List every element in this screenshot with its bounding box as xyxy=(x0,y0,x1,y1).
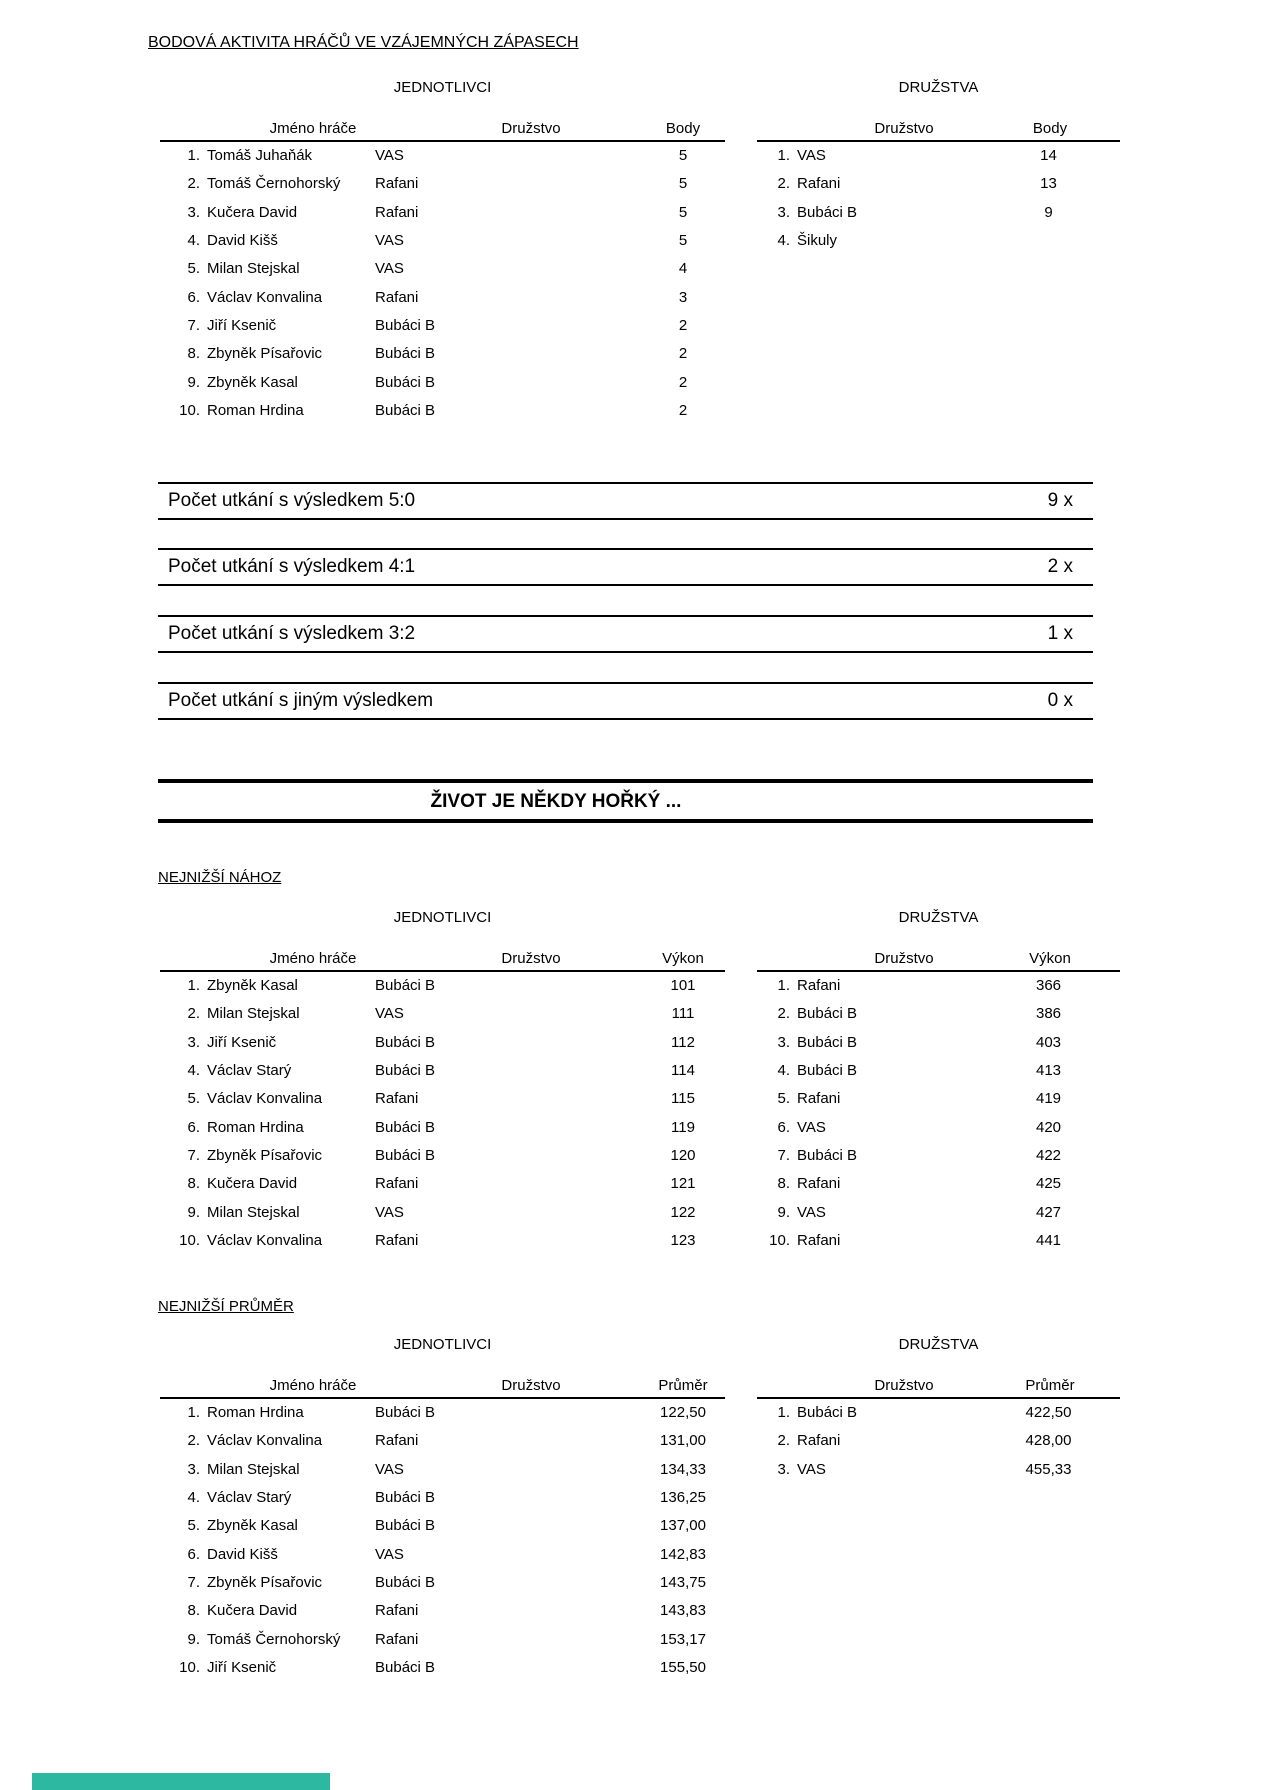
lowest-average-individuals-table xyxy=(160,1335,725,1682)
table-row xyxy=(757,972,1120,1000)
result-box-other xyxy=(158,682,1093,720)
value-cell: 366 xyxy=(1035,977,1062,994)
value-cell: 114 xyxy=(671,1061,695,1079)
column-header-performance: Výkon xyxy=(1029,950,1071,967)
player-cell: Zbyněk Písařovic xyxy=(207,345,323,363)
player-cell: Václav Konvalina xyxy=(207,1090,323,1108)
column-header-team: Družstvo xyxy=(501,1377,561,1394)
team-cell: Rafani xyxy=(797,1231,841,1249)
table-row xyxy=(757,1170,1120,1198)
team-cell: VAS xyxy=(375,1460,404,1478)
table-row xyxy=(160,1427,725,1455)
team-cell: Rafani xyxy=(797,175,841,193)
table-caption-teams: DRUŽSTVA xyxy=(898,909,979,926)
team-cell: Rafani xyxy=(797,1432,841,1450)
table-caption-individuals: JEDNOTLIVCI xyxy=(393,909,492,926)
value-cell: 136,25 xyxy=(660,1488,706,1506)
value-cell: 422,50 xyxy=(1025,1404,1072,1421)
rank-cell: 8. xyxy=(187,1175,200,1193)
table-row xyxy=(160,1399,725,1427)
column-header-average: Průměr xyxy=(658,1377,708,1394)
rank-cell: 1. xyxy=(187,1404,200,1421)
team-cell: Bubáci B xyxy=(375,1488,436,1506)
player-cell: Kučera David xyxy=(207,1175,298,1193)
table-row xyxy=(160,255,725,283)
table-row xyxy=(160,369,725,397)
team-cell: Bubáci B xyxy=(797,1404,858,1421)
table-row xyxy=(757,1142,1120,1170)
rank-cell: 2. xyxy=(777,1005,790,1023)
team-cell: Rafani xyxy=(375,1090,419,1108)
table-row xyxy=(160,227,725,255)
table-row xyxy=(160,1170,725,1198)
value-cell: 428,00 xyxy=(1025,1432,1072,1450)
value-cell: 2 xyxy=(678,401,688,419)
rank-cell: 10. xyxy=(179,401,200,419)
table-row xyxy=(160,1456,725,1484)
team-cell: Bubáci B xyxy=(375,316,436,334)
value-cell: 2 xyxy=(678,316,688,334)
table-row xyxy=(757,1399,1120,1427)
table-row xyxy=(160,1597,725,1625)
player-cell: Václav Starý xyxy=(207,1488,292,1506)
rank-cell: 10. xyxy=(179,1231,200,1249)
rank-cell: 10. xyxy=(769,1231,790,1249)
table-row xyxy=(160,199,725,227)
table-caption-individuals: JEDNOTLIVCI xyxy=(393,79,492,96)
team-cell: Rafani xyxy=(375,1630,419,1648)
player-cell: Milan Stejskal xyxy=(207,1460,300,1478)
team-cell: Bubáci B xyxy=(375,1404,436,1421)
table-row xyxy=(160,1512,725,1540)
table-header xyxy=(160,98,725,142)
rank-cell: 5. xyxy=(777,1090,790,1108)
rank-cell: 2. xyxy=(777,1432,790,1450)
points-individuals-table xyxy=(160,78,725,425)
rank-cell: 3. xyxy=(187,1033,200,1051)
team-cell: Rafani xyxy=(375,203,419,221)
table-row xyxy=(160,1654,725,1682)
player-cell: Tomáš Černohorský xyxy=(207,175,341,193)
rank-cell: 2. xyxy=(187,1005,200,1023)
table-row xyxy=(757,227,1120,255)
result-box-5-0 xyxy=(158,482,1093,520)
table-row xyxy=(757,1227,1120,1255)
table-row xyxy=(160,1057,725,1085)
player-cell: Milan Stejskal xyxy=(207,1203,300,1221)
value-cell: 119 xyxy=(671,1118,695,1136)
separator-line-top xyxy=(158,779,1093,783)
page-title: BODOVÁ AKTIVITA HRÁČŮ VE VZÁJEMNÝCH ZÁPASECH xyxy=(148,34,579,51)
result-box-count: 2 x xyxy=(1047,556,1073,577)
rank-cell: 1. xyxy=(187,147,200,164)
section-heading-lowest-throw: NEJNIŽŠÍ NÁHOZ xyxy=(158,869,282,886)
column-header-team: Družstvo xyxy=(874,950,934,967)
rank-cell: 1. xyxy=(777,977,790,994)
value-cell: 455,33 xyxy=(1025,1460,1072,1478)
section-heading-lowest-average: NEJNIŽŠÍ PRŮMĚR xyxy=(158,1298,294,1315)
table-row xyxy=(160,1029,725,1057)
table-row xyxy=(757,1427,1120,1455)
team-cell: Bubáci B xyxy=(797,1005,858,1023)
team-cell: Bubáci B xyxy=(797,1061,858,1079)
rank-cell: 9. xyxy=(187,1630,200,1648)
table-row xyxy=(757,1456,1120,1484)
column-header-performance: Výkon xyxy=(662,950,704,967)
player-cell: Milan Stejskal xyxy=(207,260,300,278)
value-cell: 131,00 xyxy=(660,1432,706,1450)
rank-cell: 3. xyxy=(187,1460,200,1478)
table-row xyxy=(757,142,1120,170)
result-box-label: Počet utkání s jiným výsledkem xyxy=(168,690,434,711)
team-cell: Bubáci B xyxy=(375,401,436,419)
rank-cell: 3. xyxy=(777,1460,790,1478)
team-cell: Bubáci B xyxy=(375,977,436,994)
table-header xyxy=(757,98,1120,142)
player-cell: Jiří Ksenič xyxy=(207,316,277,334)
result-box-3-2 xyxy=(158,615,1093,653)
player-cell: Václav Konvalina xyxy=(207,1231,323,1249)
player-cell: Kučera David xyxy=(207,1602,298,1620)
team-cell: Bubáci B xyxy=(375,1517,436,1535)
value-cell: 420 xyxy=(1035,1118,1062,1136)
column-header-points: Body xyxy=(1032,120,1068,137)
value-cell: 2 xyxy=(678,373,688,391)
column-header-team: Družstvo xyxy=(501,120,561,137)
player-cell: Zbyněk Kasal xyxy=(207,1517,298,1535)
rank-cell: 8. xyxy=(187,345,200,363)
value-cell: 425 xyxy=(1035,1175,1062,1193)
team-cell: Rafani xyxy=(375,1231,419,1249)
player-cell: Milan Stejskal xyxy=(207,1005,300,1023)
value-cell: 143,75 xyxy=(660,1573,706,1591)
value-cell: 413 xyxy=(1035,1061,1062,1079)
team-cell: Bubáci B xyxy=(375,1658,436,1676)
column-header-player: Jméno hráče xyxy=(269,950,357,967)
table-row xyxy=(160,340,725,368)
rank-cell: 4. xyxy=(187,1488,200,1506)
table-row xyxy=(757,1199,1120,1227)
table-row xyxy=(160,1114,725,1142)
player-cell: Zbyněk Písařovic xyxy=(207,1146,323,1164)
value-cell: 134,33 xyxy=(660,1460,706,1478)
column-header-team: Družstvo xyxy=(501,950,561,967)
value-cell: 441 xyxy=(1035,1231,1062,1249)
player-cell: Kučera David xyxy=(207,203,298,221)
rank-cell: 2. xyxy=(187,1432,200,1450)
player-cell: Roman Hrdina xyxy=(207,1404,304,1421)
rank-cell: 3. xyxy=(777,1033,790,1051)
table-row xyxy=(160,1484,725,1512)
result-box-count: 9 x xyxy=(1047,490,1073,511)
lowest-throw-teams-table xyxy=(757,908,1120,1255)
table-row xyxy=(160,972,725,1000)
team-cell: VAS xyxy=(797,1118,826,1136)
lowest-throw-individuals-table xyxy=(160,908,725,1255)
team-cell: Bubáci B xyxy=(375,373,436,391)
table-header xyxy=(757,1355,1120,1399)
value-cell: 143,83 xyxy=(660,1602,706,1620)
rank-cell: 8. xyxy=(187,1602,200,1620)
value-cell xyxy=(977,227,1120,255)
rank-cell: 5. xyxy=(187,1517,200,1535)
player-cell: Václav Starý xyxy=(207,1061,292,1079)
value-cell: 386 xyxy=(1035,1005,1062,1023)
table-body xyxy=(160,972,725,1255)
player-cell: Jiří Ksenič xyxy=(207,1658,277,1676)
value-cell: 4 xyxy=(678,260,688,278)
result-box-label: Počet utkání s výsledkem 3:2 xyxy=(168,623,416,644)
table-row xyxy=(757,1029,1120,1057)
table-row xyxy=(160,312,725,340)
team-cell: Bubáci B xyxy=(375,1061,436,1079)
rank-cell: 9. xyxy=(187,373,200,391)
value-cell: 5 xyxy=(678,147,688,164)
team-cell: Bubáci B xyxy=(797,1146,858,1164)
team-cell: Bubáci B xyxy=(375,1033,436,1051)
table-header xyxy=(757,928,1120,972)
table-row xyxy=(160,1626,725,1654)
team-cell: VAS xyxy=(375,1005,404,1023)
team-cell: VAS xyxy=(797,1460,826,1478)
table-row xyxy=(160,284,725,312)
player-cell: Václav Konvalina xyxy=(207,1432,323,1450)
table-row xyxy=(160,170,725,198)
rank-cell: 4. xyxy=(777,1061,790,1079)
value-cell: 153,17 xyxy=(660,1630,706,1648)
value-cell: 14 xyxy=(1040,147,1057,164)
player-cell: Roman Hrdina xyxy=(207,1118,304,1136)
banner-heading: ŽIVOT JE NĚKDY HOŘKÝ ... xyxy=(430,791,682,812)
table-caption-teams: DRUŽSTVA xyxy=(898,1336,979,1353)
team-cell: VAS xyxy=(797,1203,826,1221)
table-row xyxy=(160,1569,725,1597)
team-cell: Rafani xyxy=(375,1602,419,1620)
team-cell: VAS xyxy=(375,231,404,249)
rank-cell: 5. xyxy=(187,260,200,278)
rank-cell: 4. xyxy=(187,231,200,249)
result-box-count: 1 x xyxy=(1047,623,1073,644)
value-cell: 5 xyxy=(678,203,688,221)
table-caption-individuals: JEDNOTLIVCI xyxy=(393,1336,492,1353)
team-cell: Bubáci B xyxy=(797,203,858,221)
team-cell: Bubáci B xyxy=(375,345,436,363)
rank-cell: 1. xyxy=(187,977,200,994)
rank-cell: 1. xyxy=(777,1404,790,1421)
rank-cell: 7. xyxy=(187,316,200,334)
player-cell: Tomáš Černohorský xyxy=(207,1630,341,1648)
team-cell: Rafani xyxy=(797,977,841,994)
value-cell: 3 xyxy=(678,288,688,306)
team-cell: VAS xyxy=(375,1203,404,1221)
team-cell: Bubáci B xyxy=(375,1118,436,1136)
rank-cell: 10. xyxy=(179,1658,200,1676)
rank-cell: 9. xyxy=(187,1203,200,1221)
value-cell: 403 xyxy=(1035,1033,1062,1051)
table-row xyxy=(160,1227,725,1255)
column-header-player: Jméno hráče xyxy=(269,1377,357,1394)
rank-cell: 3. xyxy=(777,203,790,221)
value-cell: 122,50 xyxy=(660,1404,706,1421)
team-cell: Rafani xyxy=(797,1175,841,1193)
value-cell: 155,50 xyxy=(660,1658,706,1676)
team-cell: VAS xyxy=(375,1545,404,1563)
player-cell: Zbyněk Písařovic xyxy=(207,1573,323,1591)
rank-cell: 7. xyxy=(187,1573,200,1591)
rank-cell: 2. xyxy=(187,175,200,193)
value-cell: 422 xyxy=(1035,1146,1062,1164)
rank-cell: 6. xyxy=(187,1118,200,1136)
footer-accent-bar xyxy=(32,1773,330,1790)
table-body xyxy=(757,142,1120,255)
table-row xyxy=(757,1114,1120,1142)
team-cell: Šikuly xyxy=(797,231,838,249)
value-cell: 5 xyxy=(678,231,688,249)
result-box-4-1 xyxy=(158,548,1093,586)
team-cell: Bubáci B xyxy=(375,1146,436,1164)
rank-cell: 7. xyxy=(187,1146,200,1164)
table-row xyxy=(757,170,1120,198)
player-cell: David Kišš xyxy=(207,231,278,249)
player-cell: Roman Hrdina xyxy=(207,401,304,419)
table-body xyxy=(757,972,1120,1255)
team-cell: Rafani xyxy=(375,1175,419,1193)
column-header-average: Průměr xyxy=(1025,1377,1075,1394)
value-cell: 123 xyxy=(670,1231,696,1249)
rank-cell: 7. xyxy=(777,1146,790,1164)
player-cell: Zbyněk Kasal xyxy=(207,977,298,994)
value-cell: 137,00 xyxy=(660,1517,706,1535)
rank-cell: 8. xyxy=(777,1175,790,1193)
table-header xyxy=(160,1355,725,1399)
rank-cell: 4. xyxy=(187,1061,200,1079)
table-row xyxy=(757,1000,1120,1028)
lowest-average-teams-table xyxy=(757,1335,1120,1484)
value-cell: 5 xyxy=(678,175,688,193)
value-cell: 111 xyxy=(671,1005,695,1023)
table-row xyxy=(160,397,725,425)
team-cell: Rafani xyxy=(375,175,419,193)
table-row xyxy=(160,1199,725,1227)
value-cell: 9 xyxy=(1044,203,1053,221)
column-header-team: Družstvo xyxy=(874,120,934,137)
rank-cell: 3. xyxy=(187,203,200,221)
value-cell: 13 xyxy=(1040,175,1057,193)
rank-cell: 6. xyxy=(187,288,200,306)
team-cell: VAS xyxy=(797,147,826,164)
result-box-count: 0 x xyxy=(1047,690,1073,711)
column-header-player: Jméno hráče xyxy=(269,120,357,137)
player-cell: David Kišš xyxy=(207,1545,278,1563)
rank-cell: 4. xyxy=(777,231,790,249)
table-row xyxy=(757,199,1120,227)
rank-cell: 1. xyxy=(777,147,790,164)
result-box-label: Počet utkání s výsledkem 5:0 xyxy=(168,490,416,511)
player-cell: Zbyněk Kasal xyxy=(207,373,298,391)
team-cell: Rafani xyxy=(797,1090,841,1108)
player-cell: Tomáš Juhaňák xyxy=(207,147,313,164)
rank-cell: 2. xyxy=(777,175,790,193)
points-teams-table xyxy=(757,78,1120,255)
value-cell: 427 xyxy=(1035,1203,1062,1221)
table-row xyxy=(757,1085,1120,1113)
team-cell: VAS xyxy=(375,147,404,164)
team-cell: Bubáci B xyxy=(375,1573,436,1591)
table-body xyxy=(757,1399,1120,1484)
team-cell: Bubáci B xyxy=(797,1033,858,1051)
separator-line-bottom xyxy=(158,819,1093,823)
player-cell: Jiří Ksenič xyxy=(207,1033,277,1051)
team-cell: VAS xyxy=(375,260,404,278)
value-cell: 115 xyxy=(671,1090,695,1108)
value-cell: 112 xyxy=(671,1033,695,1051)
result-box-label: Počet utkání s výsledkem 4:1 xyxy=(168,556,416,577)
table-header xyxy=(160,928,725,972)
value-cell: 121 xyxy=(670,1175,696,1193)
team-cell: Rafani xyxy=(375,1432,419,1450)
table-row xyxy=(160,1142,725,1170)
rank-cell: 9. xyxy=(777,1203,790,1221)
column-header-team: Družstvo xyxy=(874,1377,934,1394)
table-body xyxy=(160,142,725,425)
value-cell: 2 xyxy=(678,345,688,363)
value-cell: 101 xyxy=(670,977,696,994)
value-cell: 419 xyxy=(1035,1090,1062,1108)
rank-cell: 6. xyxy=(187,1545,200,1563)
value-cell: 122 xyxy=(670,1203,696,1221)
table-row xyxy=(160,1085,725,1113)
table-row xyxy=(757,1057,1120,1085)
table-row xyxy=(160,1541,725,1569)
rank-cell: 6. xyxy=(777,1118,790,1136)
player-cell: Václav Konvalina xyxy=(207,288,323,306)
table-row xyxy=(160,142,725,170)
table-row xyxy=(160,1000,725,1028)
column-header-points: Body xyxy=(665,120,701,137)
value-cell: 142,83 xyxy=(660,1545,706,1563)
team-cell: Rafani xyxy=(375,288,419,306)
table-body xyxy=(160,1399,725,1682)
rank-cell: 5. xyxy=(187,1090,200,1108)
table-caption-teams: DRUŽSTVA xyxy=(898,79,979,96)
value-cell: 120 xyxy=(670,1146,696,1164)
